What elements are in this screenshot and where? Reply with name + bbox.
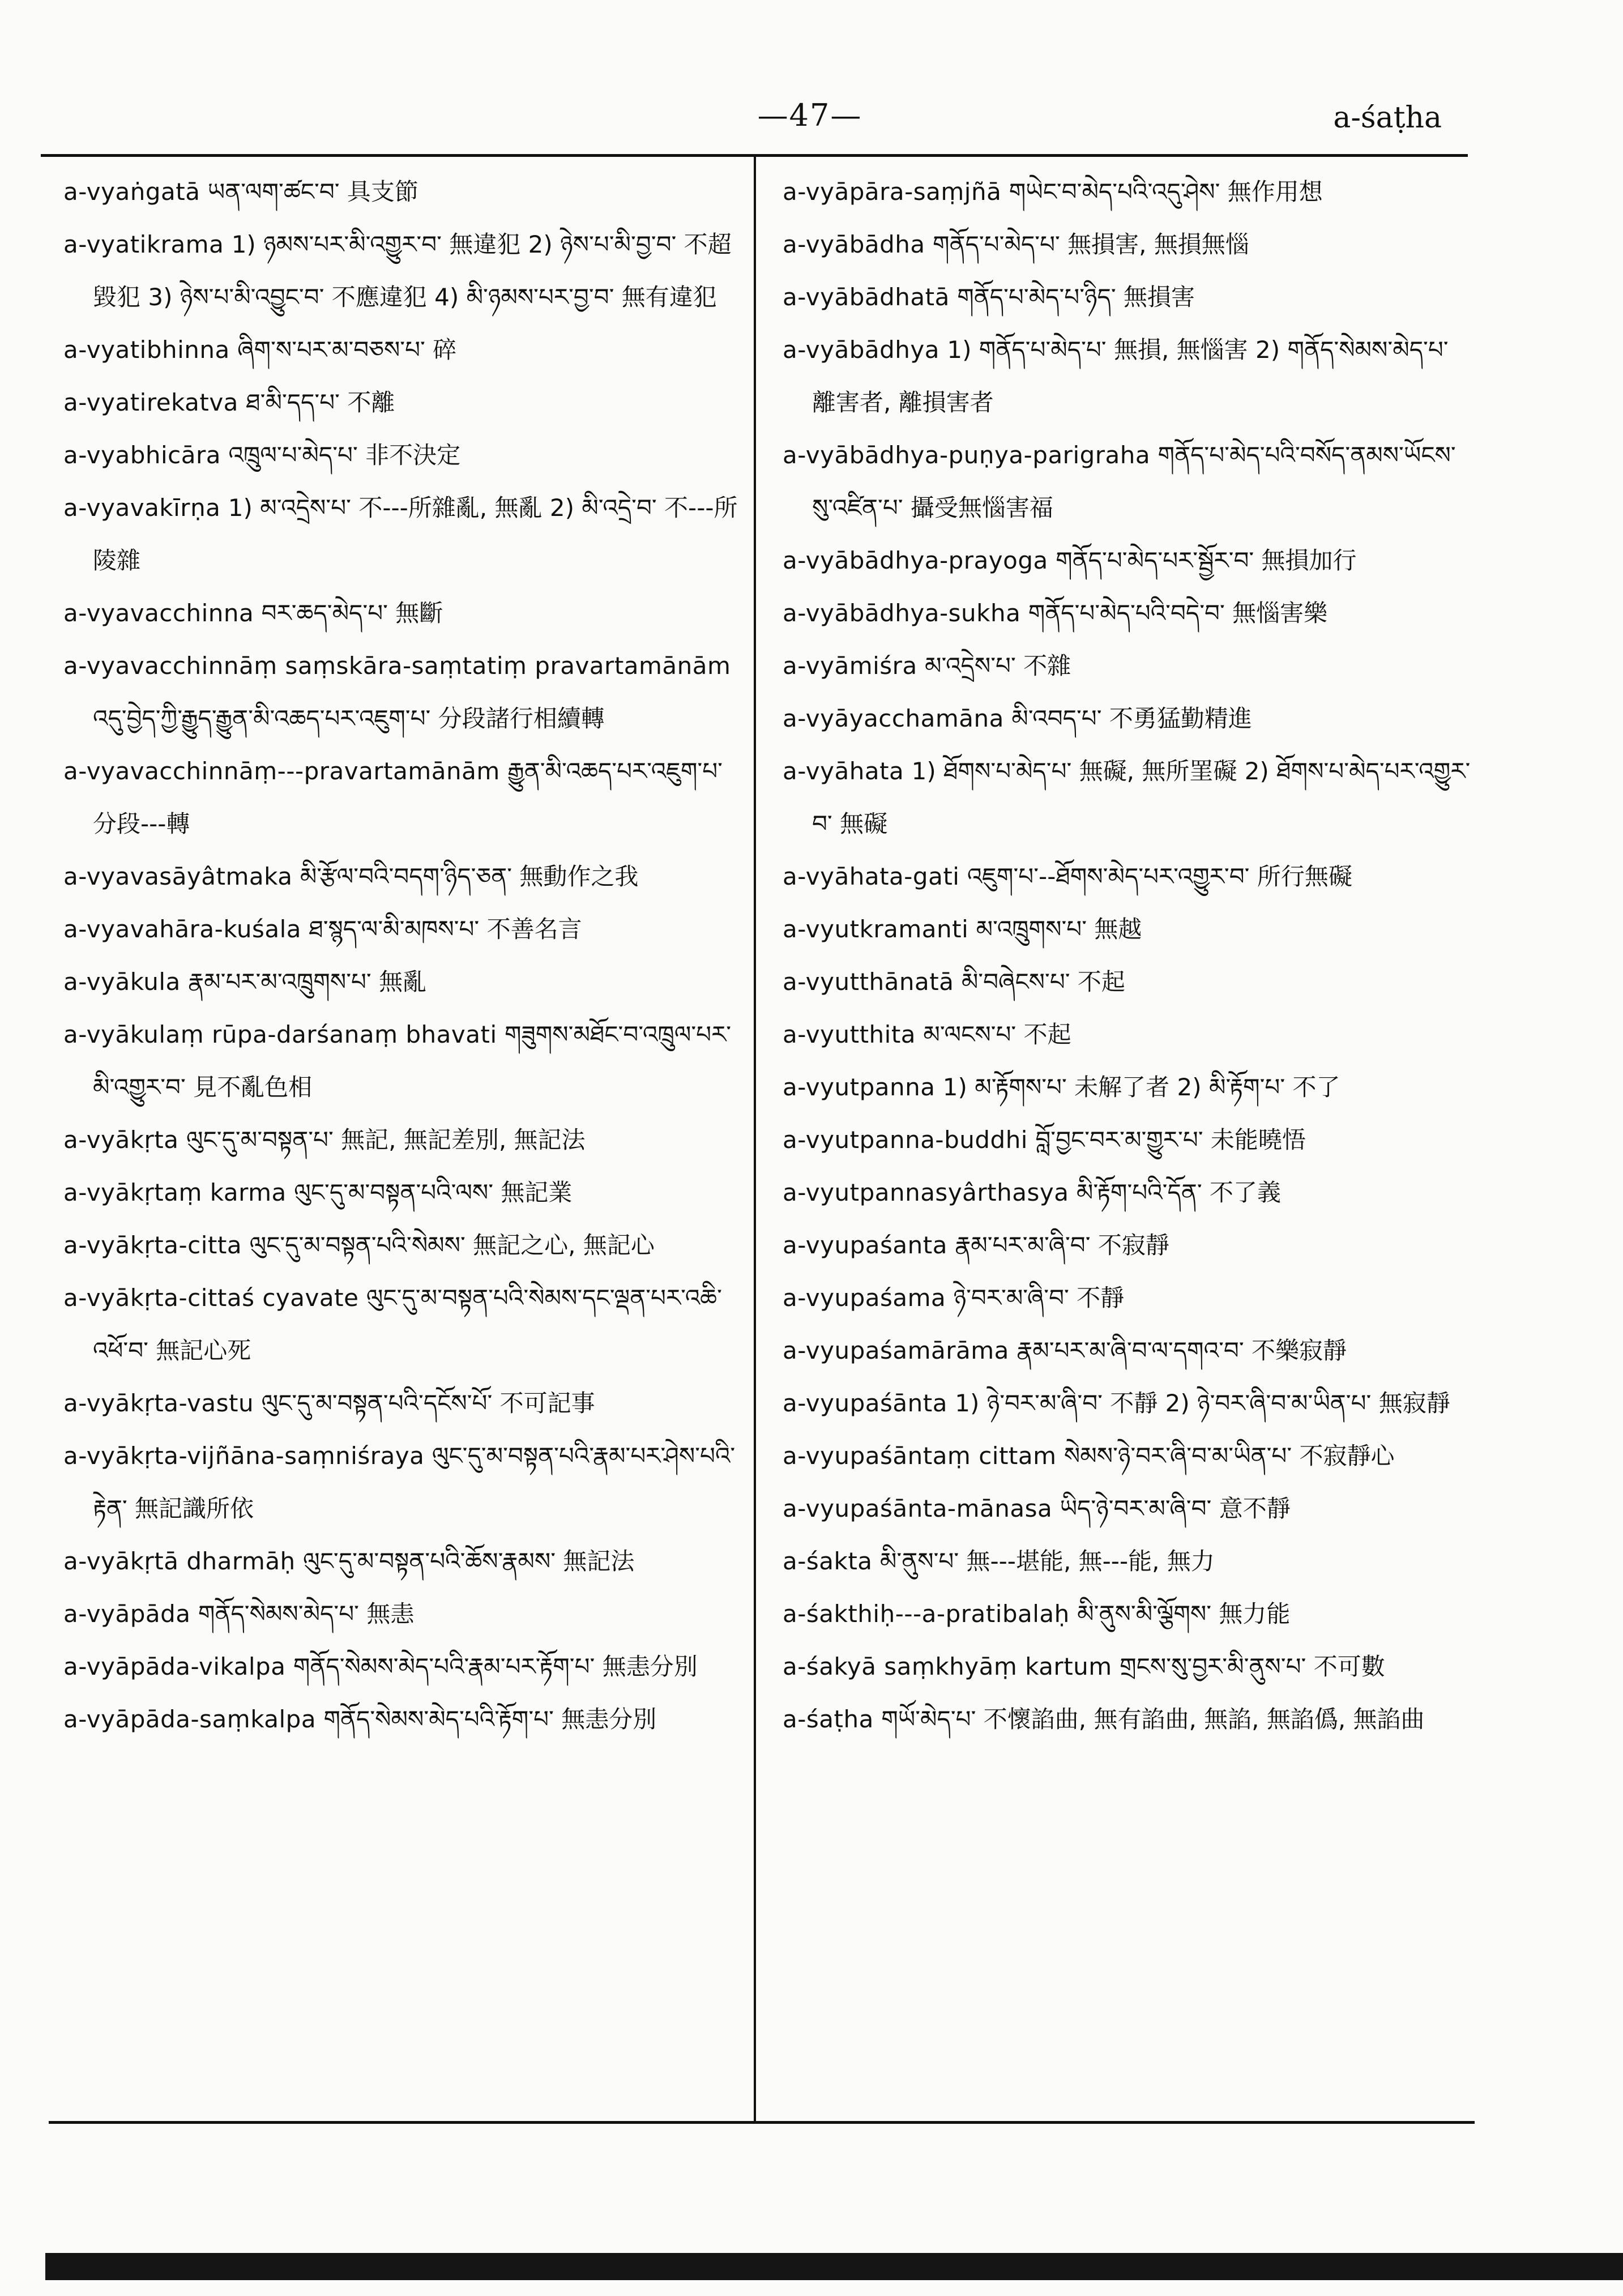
definition: མ་ལངས་པ་ 不起 [923,1021,1071,1048]
dictionary-entry [63,1535,743,1587]
dictionary-entry [783,218,1473,271]
dictionary-entry [783,1271,1473,1324]
dictionary-entry [63,1113,743,1166]
dictionary-entry [63,376,743,429]
definition: ལུང་དུ་མ་བསྟན་པའི་ལས་ 無記業 [294,1179,573,1206]
headword: a-vyaṅgatā [63,178,200,206]
definition: ལུང་དུ་མ་བསྟན་པའི་སེམས་ 無記之心, 無記心 [249,1231,655,1259]
headword: a-vyākulaṃ rūpa-darśanaṃ bhavati [63,1021,497,1048]
dictionary-entry [63,850,743,903]
dictionary-entry [783,323,1473,429]
dictionary-entry [783,850,1473,903]
dictionary-entry [783,1377,1473,1429]
headword: a-vyabhicāra [63,441,221,469]
dictionary-entry [63,1271,743,1377]
headword: a-vyābādhya-prayoga [783,547,1048,574]
headword: a-vyupaśamārāma [783,1337,1009,1364]
headword: a-vyatikrama [63,231,224,258]
dictionary-entry [63,1008,743,1113]
headword: a-vyākṛta-vijñāna-saṃniśraya [63,1442,425,1470]
headword: a-vyupaśānta [783,1389,947,1417]
definition: ཉེ་བར་མ་ཞི་བ་ 不靜 [953,1284,1125,1312]
headword: a-vyāyacchamāna [783,705,1004,732]
definition: 1) ཉེ་བར་མ་ཞི་བ་ 不靜 2) ཉེ་བར་ཞི་བ་མ་ཡིན་པ་ 無寂靜 [955,1389,1450,1417]
definition: མི་འབད་པ་ 不勇猛勤精進 [1011,705,1252,732]
definition: ལུང་དུ་མ་བསྟན་པའི་ཆོས་རྣམས་ 無記法 [303,1547,635,1575]
headword: a-śakthiḥ---a-pratibalaḥ [783,1600,1070,1628]
dictionary-entry [783,1640,1473,1693]
definition: མ་འཁྲུགས་པ་ 無越 [976,915,1142,943]
headword: a-vyupaśanta [783,1231,947,1259]
column-divider [754,154,756,2124]
headword: a-vyāmiśra [783,652,917,680]
headword: a-vyākṛtā dharmāḥ [63,1547,296,1575]
headword: a-vyutthānatā [783,968,954,996]
left-column [63,165,743,1746]
dictionary-entry [63,165,743,218]
definition: ཞིག་ས་པར་མ་བཅས་པ་ 碎 [237,336,457,364]
definition: གནོད་པ་མེད་པ་ 無損害, 無損無惱 [933,231,1249,258]
definition: རྒྱུན་མི་འཆད་པར་འཇུག་པ་ 分段---轉 [93,757,723,838]
definition: མི་ནུས་པ་ 無---堪能, 無---能, 無力 [879,1547,1215,1575]
definition: ལུང་དུ་མ་བསྟན་པའི་དངོས་པོ་ 不可記事 [261,1389,595,1417]
definition: གནོད་སེམས་མེད་པའི་རྟོག་པ་ 無恚分別 [323,1705,657,1733]
definition: མི་རྟོག་པའི་དོན་ 不了義 [1076,1179,1281,1206]
definition: མི་རྩོལ་བའི་བདག་ཉིད་ཅན་ 無動作之我 [300,863,639,890]
dictionary-entry [783,1324,1473,1377]
dictionary-entry [63,1166,743,1219]
definition: ལུང་དུ་མ་བསྟན་པ་ 無記, 無記差別, 無記法 [186,1126,586,1154]
headword: a-vyāpāda-vikalpa [63,1653,286,1680]
headword: a-vyākṛta-cittaś cyavate [63,1284,359,1312]
dictionary-entry [63,745,743,850]
definition: མི་བཞེངས་པ་ 不起 [961,968,1125,996]
dictionary-entry [63,903,743,955]
definition: འཇུག་པ་--ཐོགས་མེད་པར་འགྱུར་བ་ 所行無礙 [967,863,1352,890]
headword: a-vyutpannasyârthasya [783,1179,1069,1206]
dictionary-entry [783,534,1473,587]
definition: གནོད་པ་མེད་པ་ཉིད་ 無損害 [957,283,1195,311]
headword: a-vyāhata [783,757,904,785]
page-number: —47— [757,97,862,133]
dictionary-entry [783,1061,1473,1113]
dictionary-entry [63,218,743,323]
definition: 1) མ་འདྲེས་པ་ 不---所雜亂, 無亂 2) མི་འདྲེ་བ་ 不---所陵雜 [93,494,738,574]
dictionary-entry [783,1008,1473,1061]
headword: a-vyupaśānta-mānasa [783,1495,1053,1522]
definition: འདུ་བྱེད་ཀྱི་རྒྱུད་རྒྱུན་མི་འཆད་པར་འཇུག་པ་ 分段諸行相續轉 [93,705,605,732]
dictionary-entry [783,1429,1473,1482]
headword: a-vyābādhya [783,336,939,364]
definition: སེམས་ཉེ་བར་ཞི་བ་མ་ཡིན་པ་ 不寂靜心 [1064,1442,1395,1470]
dictionary-entry [63,323,743,376]
headword: a-vyābādha [783,231,925,258]
definition: འཁྲུལ་པ་མེད་པ་ 非不決定 [228,441,461,469]
headword: a-vyābādhya-puṇya-parigraha [783,441,1151,469]
definition: རྣམ་པར་མ་འཁྲུགས་པ་ 無亂 [188,968,427,996]
headword: a-vyatirekatva [63,389,238,416]
headword: a-śakta [783,1547,873,1575]
headword: a-śaṭha [783,1705,874,1733]
dictionary-entry [63,639,743,745]
dictionary-entry [63,1693,743,1746]
headword: a-vyāpāra-saṃjñā [783,178,1002,206]
definition: བློ་བྱང་བར་མ་གྱུར་པ་ 未能曉悟 [1035,1126,1306,1154]
bottom-rule [49,2121,1475,2124]
headword: a-vyavacchinnāṃ saṃskāra-saṃtatiṃ pravartamānām [63,652,731,680]
headword: a-vyupaśāntaṃ cittam [783,1442,1057,1470]
dictionary-entry [783,692,1473,745]
definition: ཡིད་ཉེ་བར་མ་ཞི་བ་ 意不靜 [1060,1495,1291,1522]
dictionary-entry [783,1219,1473,1271]
headword: a-vyābādhya-sukha [783,599,1021,627]
definition: རྣམ་པར་མ་ཞི་བ་ལ་དགའ་བ་ 不樂寂靜 [1016,1337,1347,1364]
dictionary-entry [783,1587,1473,1640]
definition: བར་ཆད་མེད་པ་ 無斷 [261,599,443,627]
definition: གནོད་སེམས་མེད་པའི་རྣམ་པར་རྟོག་པ་ 無恚分別 [293,1653,698,1680]
dictionary-entry [63,429,743,481]
headword: a-vyutkramanti [783,915,969,943]
dictionary-entry [783,429,1473,534]
dictionary-entry [783,1693,1473,1746]
definition: གནོད་པ་མེད་པར་སྦྱོར་བ་ 無損加行 [1056,547,1357,574]
definition: གཡོ་མེད་པ་ 不懷諂曲, 無有諂曲, 無諂, 無諂僞, 無諂曲 [881,1705,1425,1733]
definition: 1) མ་རྟོགས་པ་ 未解了者 2) མི་རྟོག་པ་ 不了 [942,1073,1340,1101]
dictionary-entry [783,1113,1473,1166]
definition: ཐ་སྙད་ལ་མི་མཁས་པ་ 不善名言 [309,915,582,943]
dictionary-entry [783,271,1473,323]
dictionary-entry [63,481,743,587]
headword: a-vyupaśama [783,1284,946,1312]
running-head: a-śaṭha [1333,101,1442,135]
definition: མ་འདྲེས་པ་ 不雜 [925,652,1071,680]
dictionary-entry [63,1429,743,1535]
definition: གྲངས་སུ་བྱར་མི་ནུས་པ་ 不可數 [1120,1653,1385,1680]
definition: ཡན་ལག་ཚང་བ་ 具支節 [207,178,418,206]
definition: གནོད་པ་མེད་པའི་བདེ་བ་ 無惱害樂 [1028,599,1328,627]
headword: a-vyāpāda-saṃkalpa [63,1705,317,1733]
headword: a-vyavakīrṇa [63,494,221,522]
definition: གནོད་པ་མེད་པའི་བསོད་ནམས་ཡོངས་སུ་འཛིན་པ་ 攝受無惱害福 [812,441,1456,522]
headword: a-vyavahāra-kuśala [63,915,301,943]
headword: a-vyutpanna [783,1073,936,1101]
headword: a-vyatibhinna [63,336,230,364]
definition: གཡེང་བ་མེད་པའི་འདུ་ཤེས་ 無作用想 [1009,178,1323,206]
dictionary-entry [783,639,1473,692]
definition: ཐ་མི་དད་པ་ 不離 [246,389,395,416]
definition: མི་ནུས་མི་ལྕོགས་ 無力能 [1077,1600,1291,1628]
definition: ལུང་དུ་མ་བསྟན་པའི་སེམས་དང་ལྡན་པར་འཆི་འཕོ་བ་ 無記心死 [93,1284,722,1364]
dictionary-entry [63,955,743,1008]
definition: གཟུགས་མཐོང་བ་འཁྲུལ་པར་མི་འགྱུར་བ་ 見不亂色相 [93,1021,732,1101]
headword: a-vyākṛta-vastu [63,1389,254,1417]
dictionary-entry [783,587,1473,639]
dictionary-entry [63,587,743,639]
headword: a-vyākṛtaṃ karma [63,1179,287,1206]
definition: 1) གནོད་པ་མེད་པ་ 無損, 無惱害 2) གནོད་སེམས་མེད་པ་ 離害者, 離損害者 [812,336,1449,416]
definition: 1) ཉམས་པར་མི་འགྱུར་བ་ 無違犯 2) ཉེས་པ་མི་བྱ་བ་ 不超毀犯 3) ཉེས་པ་མི་འབྱུང་བ་ 不應違犯 4) མི་ཉམས་པར་བྱ་བ་ 無有違犯 [93,231,732,311]
scan-edge [45,2253,1623,2280]
headword: a-vyākṛta-citta [63,1231,242,1259]
dictionary-entry [783,903,1473,955]
headword: a-vyutthita [783,1021,916,1048]
dictionary-entry [783,1535,1473,1587]
dictionary-entry [783,955,1473,1008]
headword: a-vyākula [63,968,181,996]
dictionary-entry [783,745,1473,850]
headword: a-vyutpanna-buddhi [783,1126,1028,1154]
dictionary-entry [783,1482,1473,1535]
definition: རྣམ་པར་མ་ཞི་བ་ 不寂靜 [955,1231,1169,1259]
dictionary-entry [63,1640,743,1693]
definition: གནོད་སེམས་མེད་པ་ 無恚 [198,1600,415,1628]
dictionary-entry [783,1166,1473,1219]
headword: a-śakyā saṃkhyāṃ kartum [783,1653,1112,1680]
dictionary-entry [63,1587,743,1640]
definition: ལུང་དུ་མ་བསྟན་པའི་རྣམ་པར་ཤེས་པའི་རྟེན་ 無記識所依 [93,1442,736,1522]
headword: a-vyāhata-gati [783,863,960,890]
headword: a-vyābādhatā [783,283,950,311]
headword: a-vyāpāda [63,1600,191,1628]
dictionary-entry [63,1377,743,1429]
definition: 1) ཐོགས་པ་མེད་པ་ 無礙, 無所罣礙 2) ཐོགས་པ་མེད་པར་འགྱུར་བ་ 無礙 [812,757,1471,838]
dictionary-entry [63,1219,743,1271]
headword: a-vyavasāyâtmaka [63,863,293,890]
headword: a-vyavacchinna [63,599,254,627]
right-column [783,165,1473,1746]
headword: a-vyavacchinnāṃ---pravartamānām [63,757,500,785]
dictionary-entry [783,165,1473,218]
headword: a-vyākṛta [63,1126,179,1154]
